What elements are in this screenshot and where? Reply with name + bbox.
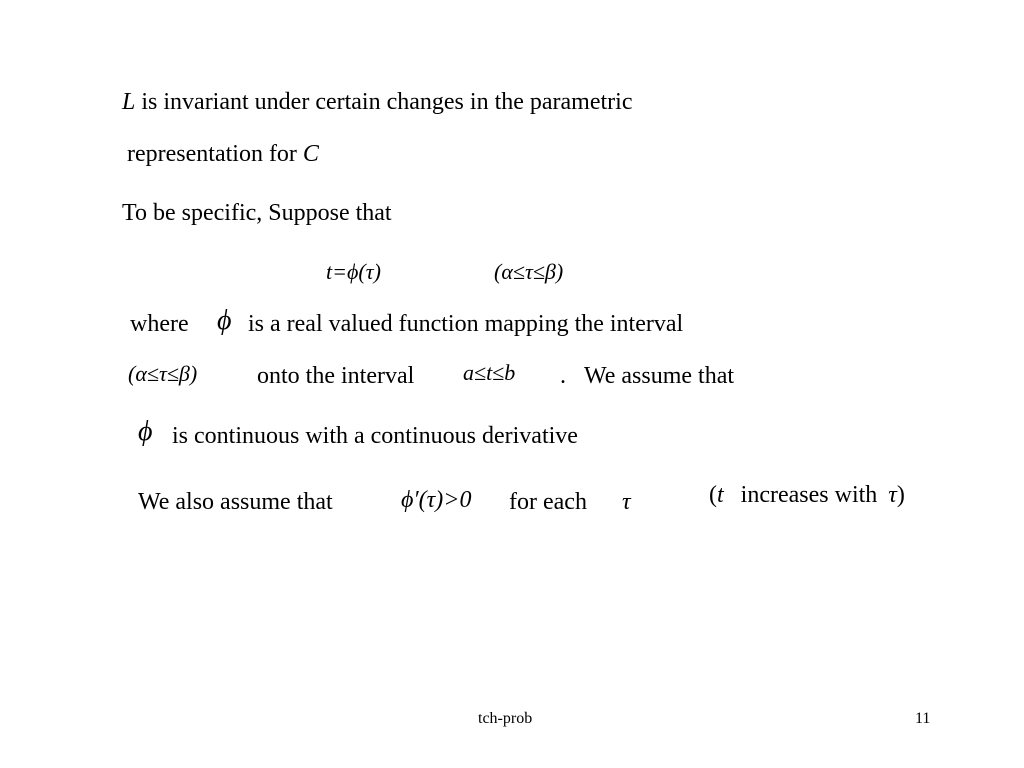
interval-alpha-beta: (α≤τ≤β) (128, 361, 198, 386)
eq-phi: ϕ (346, 259, 359, 284)
line-invariant (122, 90, 632, 114)
for-each-text: for each (509, 489, 587, 515)
tau-symbol: τ (622, 489, 631, 515)
phi-symbol-continuous: ϕ (138, 416, 153, 447)
eq-lhs: t (326, 259, 333, 284)
footer-label: tch-prob (478, 710, 533, 727)
line-to-be-specific (122, 201, 392, 225)
line-representation (127, 142, 319, 166)
eq-arg: (τ) (358, 259, 381, 284)
phi-symbol-where: ϕ (217, 305, 232, 336)
eq-range: (α≤τ≤β) (494, 259, 564, 284)
note-tau: τ (888, 482, 897, 508)
var-C: C (302, 141, 319, 167)
line-mapping (248, 312, 683, 336)
var-L: L (122, 89, 136, 115)
line-where (130, 312, 189, 336)
also-assume-text: We also assume that (138, 489, 333, 515)
where-text: where (130, 311, 189, 337)
interval-a-b: a≤t≤b (463, 360, 516, 385)
note-text: increases with (740, 482, 878, 508)
equation-t-phi-tau (326, 261, 381, 283)
derivative-positive: ϕ′(τ)>0 (401, 487, 472, 513)
mapping-text: is a real valued function mapping the interval (248, 311, 684, 337)
eq-equals: = (332, 259, 347, 284)
onto-text: onto the interval (257, 363, 415, 389)
note-close-paren: ) (896, 482, 905, 508)
assume-text: We assume that (584, 363, 735, 389)
note-open-paren: ( (709, 482, 717, 508)
invariant-text: is invariant under certain changes in the parametric (135, 89, 633, 115)
note-t: t (717, 482, 724, 508)
increases-note (709, 483, 905, 507)
continuous-text: is continuous with a continuous derivative (172, 423, 578, 449)
specific-text: To be specific, Suppose that (122, 200, 392, 226)
page-number: 11 (915, 710, 931, 727)
equation-range (494, 261, 563, 283)
representation-text: representation for (127, 141, 303, 167)
period: . (560, 363, 566, 389)
